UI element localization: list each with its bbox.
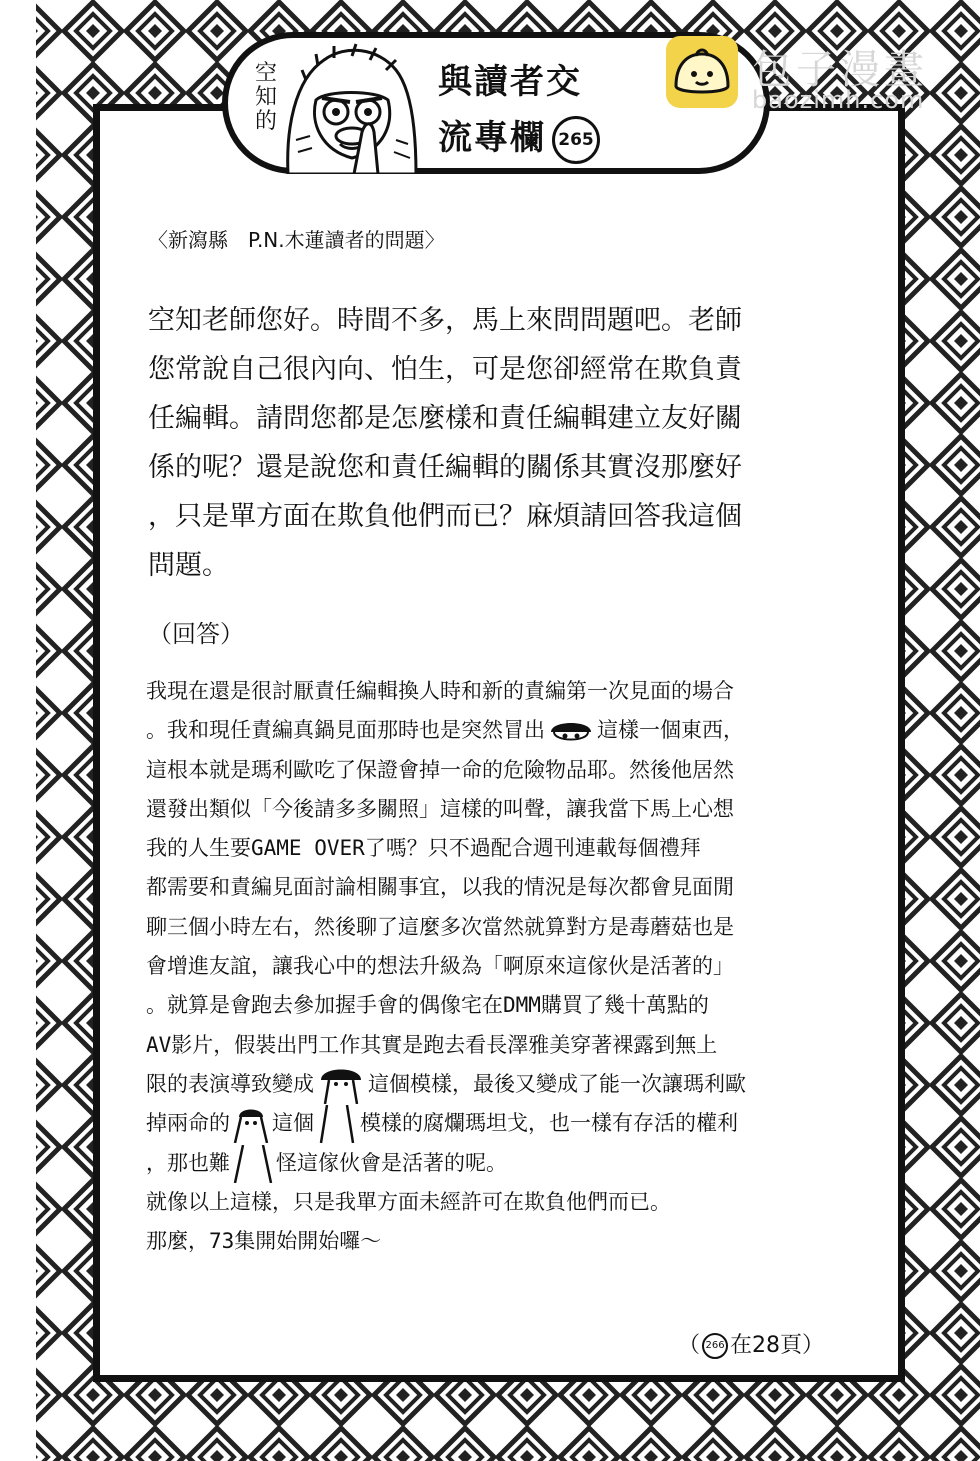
site-watermark[interactable] — [666, 36, 966, 116]
question-line: ，只是單方面在欺負他們而已？麻煩請回答我這個 — [148, 501, 742, 532]
answer-line: 這根本就是瑪利歐吃了保證會掉一命的危險物品耶。然後他居然 — [146, 757, 734, 782]
bun-mascot-icon — [666, 36, 738, 108]
watermark-url[interactable]: baozimh.com — [752, 86, 925, 114]
answer-line: 聊三個小時左右，然後聊了這麼多次當然就算對方是毒蘑菇也是 — [146, 914, 734, 939]
answer-line: AV影片，假裝出門工作其實是跑去看長澤雅美穿著裸露到無上 — [146, 1032, 718, 1057]
title-line-text: 流專欄 — [438, 118, 546, 158]
question-source: 〈新瀉縣 P.N.木蓮讀者的問題〉 — [148, 228, 445, 252]
answer-text: 限的表演導致變成 — [146, 1071, 314, 1096]
answer-line — [146, 711, 876, 750]
answer-body — [146, 672, 876, 1261]
answer-line: 。就算是會跑去參加握手會的偶像宅在DMM購買了幾十萬點的 — [146, 993, 709, 1018]
question-line: 空知老師您好。時間不多，馬上來問問題吧。老師 — [148, 305, 742, 336]
question-line: 您常說自己很內向、怕生，可是您卻經常在欺負責 — [148, 354, 742, 385]
small-mushroom-doodle-icon — [233, 1105, 269, 1143]
question-body — [148, 296, 828, 590]
mushroom-head-doodle-icon — [548, 716, 594, 746]
answer-text: 這個模樣，最後又變成了能一次讓瑪利歐 — [368, 1071, 746, 1096]
answer-text: 模樣的腐爛瑪坦戈，也一樣有存活的權利 — [360, 1111, 738, 1136]
watermark-text: 包子漫畫 — [752, 47, 928, 93]
question-line: 係的呢？還是說您和責任編輯的關係其實沒那麼好 — [148, 452, 742, 483]
answer-text: ，那也難 — [146, 1150, 230, 1175]
page-reference — [678, 1328, 824, 1359]
title-line — [438, 110, 648, 166]
answer-line — [146, 1104, 876, 1143]
answer-text: 怪這傢伙會是活著的呢。 — [276, 1150, 507, 1175]
tall-mushroom-doodle-icon — [317, 1066, 365, 1104]
answer-text: 這樣一個東西， — [597, 718, 744, 743]
answer-line: 我的人生要GAME OVER了嗎？只不過配合週刊連載每個禮拜 — [146, 836, 701, 861]
author-label-char: 空 — [254, 61, 277, 86]
answer-line: 我現在還是很討厭責任編輯換人時和新的責編第一次見面的場合 — [146, 679, 734, 703]
author-label-char: 知 — [254, 85, 277, 110]
answer-text: 掉兩命的 — [146, 1111, 230, 1136]
title-line: 與讀者交 — [438, 62, 582, 102]
answer-line: 都需要和責編見面討論相關事宜，以我的情況是每次都會見面閒 — [146, 875, 734, 900]
answer-line — [146, 1144, 876, 1183]
answer-line: 那麼，73集開始開始囉～ — [146, 1229, 382, 1254]
answer-label: （回答） — [148, 620, 244, 648]
page-ref-text: 在28頁） — [730, 1333, 825, 1358]
mushroom-stem-doodle-icon — [233, 1145, 273, 1183]
author-label-char: 的 — [254, 109, 277, 134]
answer-line: 會增進友誼，讓我心中的想法升級為「啊原來這傢伙是活著的」 — [146, 954, 734, 979]
answer-line — [146, 1065, 876, 1104]
column-title — [438, 54, 648, 166]
page-ref-badge: 266 — [702, 1333, 728, 1359]
question-line: 問題。 — [148, 550, 229, 581]
answer-line: 還發出類似「今後請多多關照」這樣的叫聲，讓我當下馬上心想 — [146, 796, 734, 821]
question-line: 任編輯。請問您都是怎麼樣和責任編輯建立友好關 — [148, 403, 742, 434]
mushroom-stem-doodle-icon — [317, 1105, 357, 1143]
gorilla-author-portrait-icon — [276, 40, 426, 174]
answer-line: 就像以上這樣，只是我單方面未經許可在欺負他們而已。 — [146, 1189, 671, 1214]
answer-text: 這個 — [272, 1111, 314, 1136]
page-ref-open: （ — [678, 1333, 701, 1358]
issue-number-badge: 265 — [552, 116, 600, 164]
answer-text: 。我和現任責編真鍋見面那時也是突然冒出 — [146, 718, 545, 743]
